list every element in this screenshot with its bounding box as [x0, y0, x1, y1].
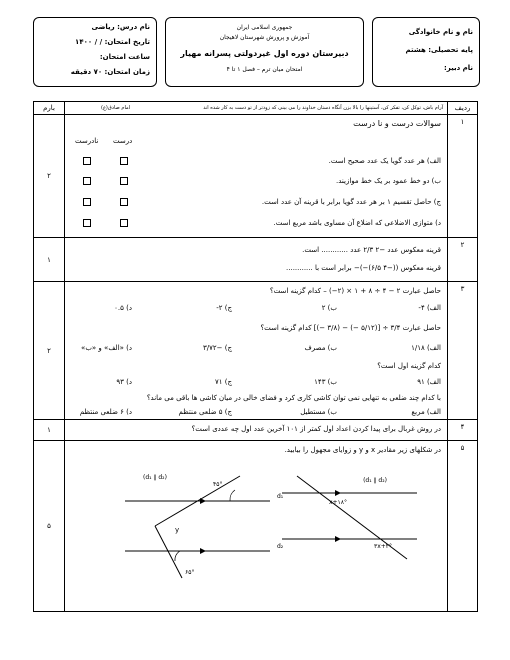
republic-line: جمهوری اسلامی ایران: [236, 24, 293, 31]
fill-blank-1: قرینه معکوس عدد −۲ ۲/۳ عدد ............ است.: [302, 246, 441, 254]
mc2-option-a: الف) ۱/۱۸: [411, 344, 441, 352]
question-body: [65, 441, 448, 612]
true-column-label: درست: [113, 137, 133, 145]
question-score: ۲: [34, 115, 65, 238]
school-info-box: [165, 17, 364, 87]
left-figure-parallel-note: (d₁ ∥ d₂): [143, 474, 167, 481]
statement-a: الف) هر عدد گویا یک عدد صحیح است.: [328, 157, 441, 165]
question-body: [65, 238, 448, 282]
mc4-option-d: د) ۶ ضلعی منتظم: [79, 408, 132, 416]
statement-d: د) متوازی الاضلاعی که اضلاع آن مساوی باشد مربع است.: [273, 219, 441, 227]
question-table: [33, 101, 478, 612]
checkbox-false-d[interactable]: [83, 219, 91, 227]
geometry-question: در شکلهای زیر مقادیر x و y و زوایای مجهول را بیابید.: [284, 446, 441, 454]
checkbox-false-b[interactable]: [83, 177, 91, 185]
question-row-5: [34, 441, 478, 612]
checkbox-true-c[interactable]: [120, 198, 128, 206]
mc3-option-d: د) ۹۳: [116, 378, 132, 386]
question-score: ۱: [34, 420, 65, 441]
score-header: بارم: [34, 102, 65, 115]
exam-time-label: ساعت امتحان:: [99, 53, 150, 61]
right-figure-angle-1: x+۱۸°: [328, 499, 347, 506]
mc1-option-a: الف) ۴-: [418, 304, 441, 312]
mc1-option-d: د) ۰.۵: [114, 304, 132, 312]
left-figure-line-d2: d₂: [277, 543, 284, 550]
education-dept-line: آموزش و پرورش شهرستان لاهیجان: [219, 34, 310, 41]
exam-title: امتحان میان ترم – فصل ۱ تا ۴: [226, 66, 303, 73]
right-figure-parallel-note: (d₁ ∥ d₂): [363, 477, 387, 484]
question-row-1: [34, 115, 478, 238]
parallel-lines-figure-right: [277, 471, 427, 561]
mc4-option-b: ب) مستطیل: [300, 408, 337, 416]
student-name-label: نام و نام خانوادگی: [408, 28, 473, 36]
mc-question-1: حاصل عبارت ۲ − ۴ ÷ ۸ + ۱ × (۲−) – کدام گزینه است؟: [269, 287, 441, 295]
student-info-box: [372, 17, 480, 87]
exam-info-box: [33, 17, 157, 87]
mc1-option-c: ج) ۲-: [216, 304, 232, 312]
left-figure-var-y: y: [175, 526, 180, 534]
exam-duration-label: زمان امتحان: ۷۰ دقیقه: [70, 68, 150, 76]
left-figure-angle-65: ۶۵°: [185, 569, 195, 576]
mc3-option-a: الف) ۹۱: [417, 378, 441, 386]
question-title: سوالات درست و نا درست: [353, 119, 441, 128]
checkbox-true-b[interactable]: [120, 177, 128, 185]
mc3-option-c: ج) ۷۱: [214, 378, 232, 386]
mc1-option-b: ب) ۲: [321, 304, 337, 312]
checkbox-false-c[interactable]: [83, 198, 91, 206]
false-column-label: نادرست: [75, 137, 99, 145]
question-body: [65, 420, 448, 441]
grade-label: پایه تحصیلی: هشتم: [405, 46, 473, 54]
question-number: ۱: [448, 115, 478, 238]
question-number: ۵: [448, 441, 478, 612]
mc3-option-b: ب) ۱۴۳: [314, 378, 337, 386]
mc2-option-b: ب) مصرف: [304, 344, 337, 352]
question-number: ۴: [448, 420, 478, 441]
statement-b: ب) دو خط عمود بر یک خط موازیند.: [336, 177, 441, 185]
question-score: ۱: [34, 238, 65, 282]
statement-c: ج) حاصل تقسیم ۱ بر هر عدد گویا برابر با قرینه آن عدد است.: [261, 198, 441, 206]
subject-label: نام درس: ریاضی: [91, 23, 150, 31]
exam-date-label: تاریخ امتحان: / / ۱۴۰۰: [75, 38, 150, 46]
question-body: [65, 115, 448, 238]
question-score: ۲: [34, 282, 65, 420]
instruction-header: [65, 102, 448, 115]
mc-question-3: کدام گزینه اول است؟: [377, 362, 441, 370]
mc4-option-c: ج) ۵ ضلعی منتظم: [178, 408, 232, 416]
checkbox-false-a[interactable]: [83, 157, 91, 165]
mc2-option-d: د) «الف» و «ب»: [81, 344, 132, 352]
question-score: ۵: [34, 441, 65, 612]
checkbox-true-d[interactable]: [120, 219, 128, 227]
question-body: [65, 282, 448, 420]
checkbox-true-a[interactable]: [120, 157, 128, 165]
right-figure-angle-2: ۳x+۲°: [373, 543, 392, 550]
question-row-4: [34, 420, 478, 441]
mc4-option-a: الف) مربع: [411, 408, 441, 416]
instruction-text: آرام باش، توکل کن، تفکر کن، آستینها را بالا بزن آنگاه دستان خداوند را می بینی که زودتر از تو دست به کار شده اند: [203, 105, 443, 111]
sieve-question: در روش غربال برای پیدا کردن اعداد اول کمتر از ۱۰۱ آخرین عدد اول چه عددی است؟: [191, 425, 441, 433]
row-number-header: ردیف: [448, 102, 478, 115]
parallel-lines-figure-left: [120, 466, 290, 581]
table-header-row: [34, 102, 478, 115]
instruction-signature: امام صادق(ع): [101, 105, 131, 111]
mc2-option-c: ج) −۳/۷۲: [203, 344, 232, 352]
teacher-label: نام دبیر:: [443, 64, 473, 72]
question-row-3: [34, 282, 478, 420]
left-figure-angle-45: ۴۵°: [213, 481, 223, 488]
mc-question-2: حاصل عبارت ۳/۴ ÷ [(۵/۱۲ −) − (۳/۸ −)] کدام گزینه است؟: [260, 324, 441, 332]
fill-blank-2: قرینه معکوس ((−۴ ۶/۵)−)− برابر است با ............: [286, 264, 441, 272]
question-number: ۲: [448, 238, 478, 282]
question-number: ۳: [448, 282, 478, 420]
school-name: دبیرستان دوره اول غیردولتی پسرانه مهیار: [180, 49, 349, 58]
left-figure-line-d1: d₁: [277, 493, 284, 500]
question-row-2: [34, 238, 478, 282]
mc-question-4: با کدام چند ضلعی به تنهایی نمی توان کاشی کاری کرد و فضای خالی در میان کاشی ها باقی می ماند؟: [146, 394, 441, 402]
